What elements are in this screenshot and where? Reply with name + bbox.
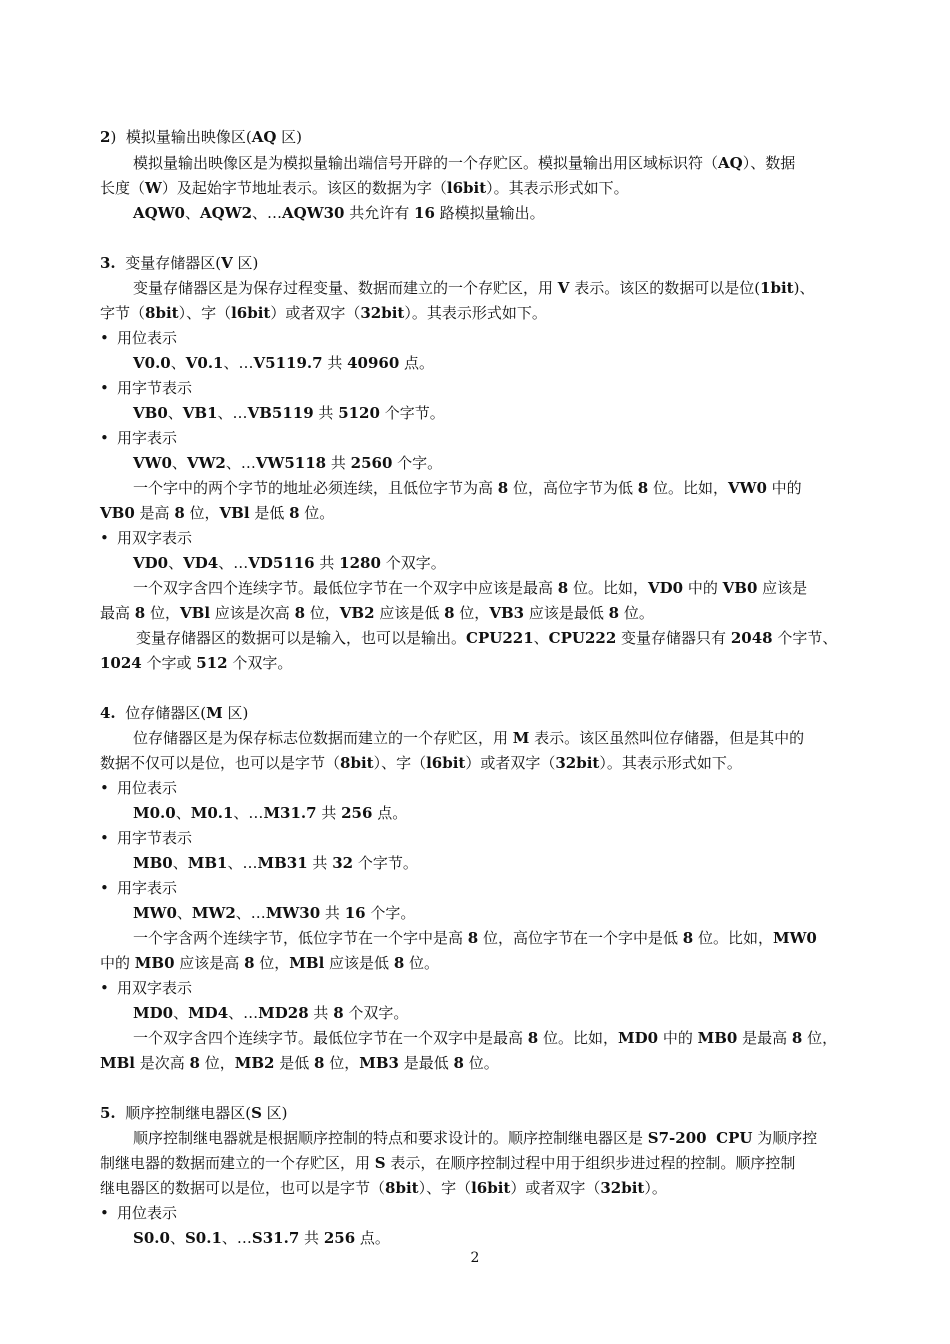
bullet-label: 用位表示 (117, 329, 178, 347)
address-example: VW0、VW2、…VW5118 共 2560 个字。 (133, 454, 443, 472)
bullet-item (100, 328, 177, 348)
section-2-heading: 2) 模拟量输出映像区(AQ 区) (100, 128, 303, 146)
bullet-label: 用字表示 (117, 429, 178, 447)
bullet-label: 用位表示 (117, 779, 178, 797)
address-example: S0.0、S0.1、…S31.7 共 256 点。 (133, 1229, 390, 1247)
bullet-label: 用字节表示 (117, 829, 193, 847)
bullet-label: 用位表示 (117, 1204, 178, 1222)
bullet-item (100, 978, 192, 998)
bullet-icon: • (100, 529, 109, 547)
section-5-paragraph-line: 顺序控制继电器就是根据顺序控制的特点和要求设计的。顺序控制继电器区是 S7-200 CPU 为顺序控 (133, 1129, 818, 1147)
note-line: 一个双字含四个连续字节。最低位字节在一个双字中应该是最高 8 位。比如，VD0 中的 VB0 应该是 (133, 579, 808, 597)
section-2-example: AQW0、AQW2、…AQW30 共允许有 16 路模拟量输出。 (133, 204, 545, 222)
bullet-icon: • (100, 779, 109, 797)
bullet-item (100, 1203, 177, 1223)
bullet-icon: • (100, 329, 109, 347)
address-example: M0.0、M0.1、…M31.7 共 256 点。 (133, 804, 408, 822)
section-5-heading: 5. 顺序控制继电器区(S 区) (100, 1104, 288, 1122)
section-5-paragraph-line: 制继电器的数据而建立的一个存贮区，用 S 表示，在顺序控制过程中用于组织步进过程的控制。顺序控制 (100, 1154, 796, 1172)
section-4-paragraph-line: 数据不仅可以是位，也可以是字节（8bit）、字（l6bit）或者双字（32bit）。其表示形式如下。 (100, 754, 742, 772)
bullet-label: 用双字表示 (117, 529, 193, 547)
note-line: 一个字含两个连续字节，低位字节在一个字中是高 8 位，高位字节在一个字中是低 8 位。比如，MW0 (133, 929, 817, 947)
note-line: 一个字中的两个字节的地址必须连续，且低位字节为高 8 位，高位字节为低 8 位。比如，VW0 中的 (133, 479, 802, 497)
section-2-paragraph-line: 模拟量输出映像区是为模拟量输出端信号开辟的一个存贮区。模拟量输出用区域标识符（AQ）、数据 (133, 154, 796, 172)
bullet-icon: • (100, 1204, 109, 1222)
bullet-item (100, 378, 192, 398)
note-line: 变量存储器区的数据可以是输入，也可以是输出。CPU221、CPU222 变量存储器只有 2048 个字节、 (136, 629, 838, 647)
address-example: MD0、MD4、…MD28 共 8 个双字。 (133, 1004, 409, 1022)
address-example: VD0、VD4、…VD5116 共 1280 个双字。 (133, 554, 446, 572)
bullet-item (100, 428, 177, 448)
bullet-icon: • (100, 829, 109, 847)
bullet-item (100, 778, 177, 798)
address-example: MB0、MB1、…MB31 共 32 个字节。 (133, 854, 418, 872)
bullet-icon: • (100, 379, 109, 397)
note-line: MBl 是次高 8 位，MB2 是低 8 位，MB3 是最低 8 位。 (100, 1054, 499, 1072)
address-example: V0.0、V0.1、…V5119.7 共 40960 点。 (133, 354, 435, 372)
section-5-paragraph-line: 继电器区的数据可以是位，也可以是字节（8bit）、字（l6bit）或者双字（32bit）。 (100, 1179, 667, 1197)
page-number: 2 (470, 1250, 480, 1266)
bullet-item (100, 878, 177, 898)
note-line: 最高 8 位，VBl 应该是次高 8 位，VB2 应该是低 8 位，VB3 应该是最低 8 位。 (100, 604, 654, 622)
bullet-label: 用字节表示 (117, 379, 193, 397)
bullet-icon: • (100, 429, 109, 447)
bullet-label: 用字表示 (117, 879, 178, 897)
section-3-paragraph-line: 字节（8bit）、字（l6bit）或者双字（32bit）。其表示形式如下。 (100, 304, 547, 322)
bullet-icon: • (100, 979, 109, 997)
bullet-item (100, 528, 192, 548)
section-2-paragraph-line: 长度（W）及起始字节地址表示。该区的数据为字（l6bit）。其表示形式如下。 (100, 179, 629, 197)
note-line: 一个双字含四个连续字节。最低位字节在一个双字中是最高 8 位。比如，MD0 中的 MB0 是最高 8 位， (133, 1029, 838, 1047)
section-4-heading: 4. 位存储器区(M 区) (100, 704, 249, 722)
section-4-paragraph-line: 位存储器区是为保存标志位数据而建立的一个存贮区，用 M 表示。该区虽然叫位存储器，但是其中的 (133, 729, 805, 747)
address-example: MW0、MW2、…MW30 共 16 个字。 (133, 904, 416, 922)
address-example: VB0、VB1、…VB5119 共 5120 个字节。 (133, 404, 445, 422)
section-3-paragraph-line: 变量存储器区是为保存过程变量、数据而建立的一个存贮区，用 V 表示。该区的数据可以是位(1bit)、 (133, 279, 815, 297)
section-3-heading: 3. 变量存储器区(V 区) (100, 254, 259, 272)
bullet-label: 用双字表示 (117, 979, 193, 997)
note-line: VB0 是高 8 位，VBl 是低 8 位。 (100, 504, 335, 522)
note-line: 1024 个字或 512 个双字。 (100, 654, 293, 672)
bullet-item (100, 828, 192, 848)
note-line: 中的 MB0 应该是高 8 位，MBl 应该是低 8 位。 (100, 954, 440, 972)
bullet-icon: • (100, 879, 109, 897)
